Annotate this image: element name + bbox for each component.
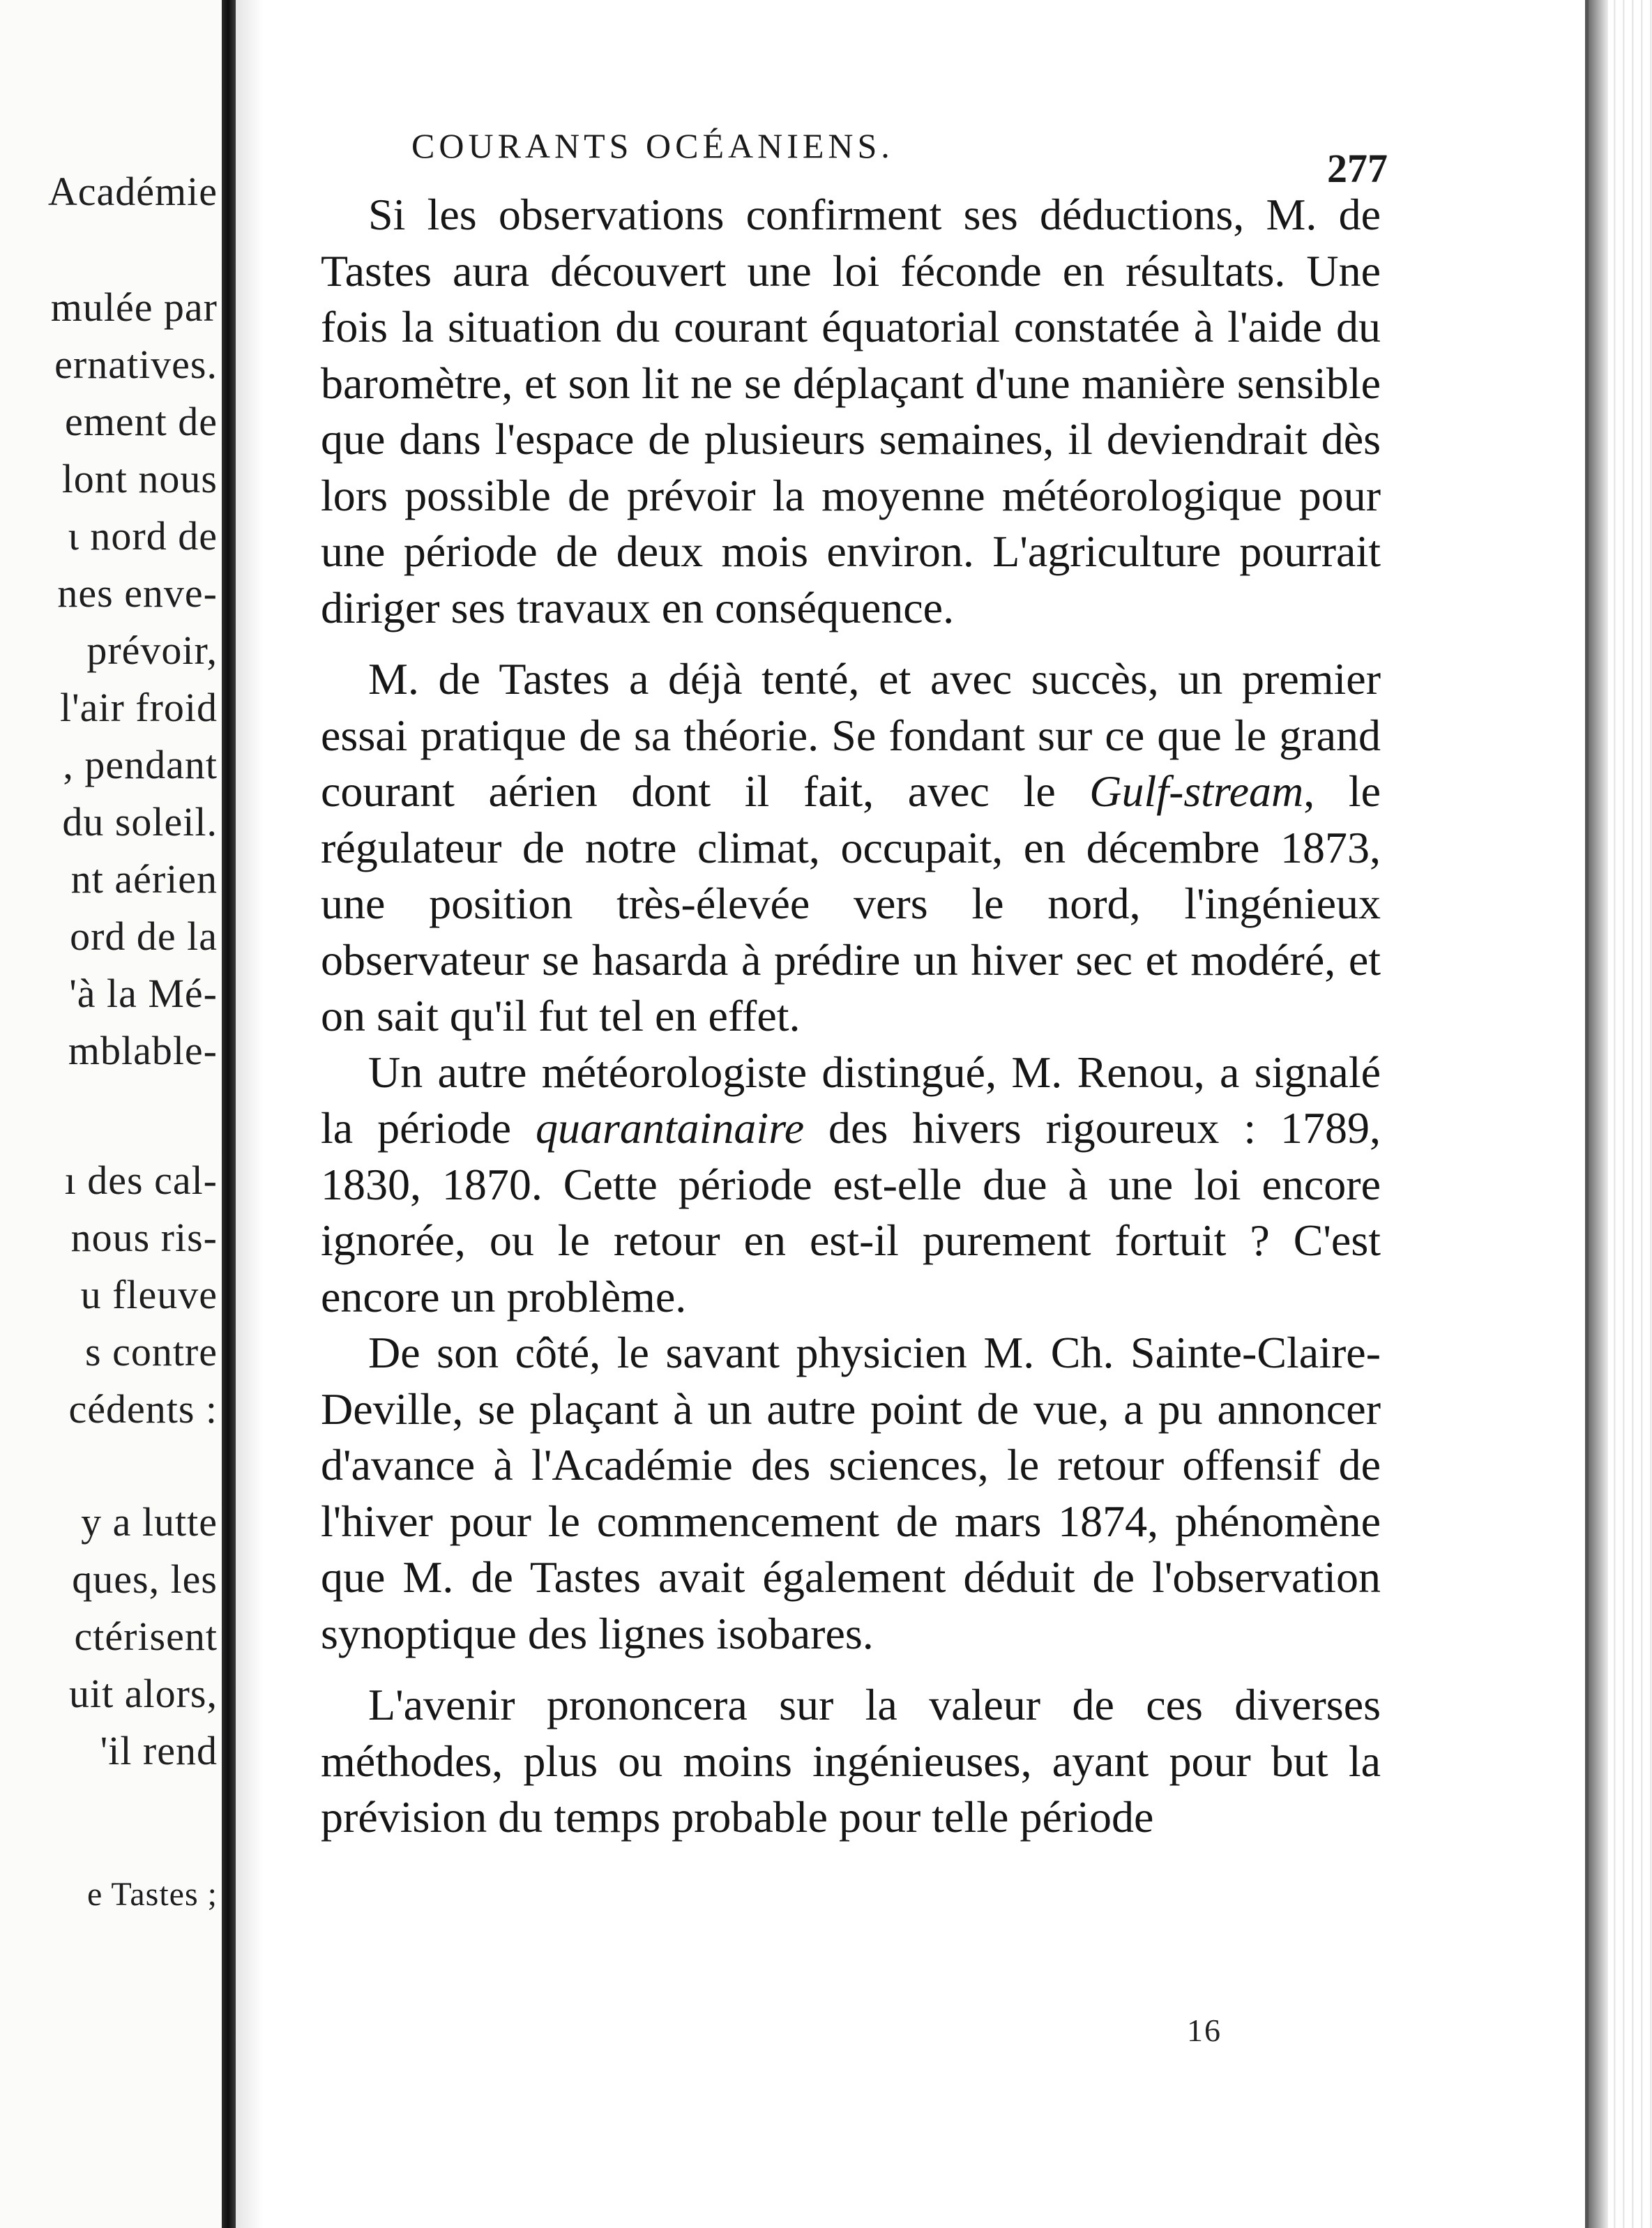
paragraph-gap xyxy=(321,636,1381,651)
left-page-line: 'à la Mé- xyxy=(69,971,218,1016)
body-text xyxy=(321,187,1381,1846)
left-page-line: ernatives. xyxy=(54,342,218,387)
paragraph-1: Si les observations confirment ses déductions, M. de Tastes aura découvert une loi féconde en résultats. Une fois la situation du courant équatorial constatée à l'aide du baromètre, et son lit ne se déplaçant d'une manière sensible que dans l'espace de plusieurs semaines, il deviendrait dès lors possible de prévoir la moyenne météorologique pour une période de deux mois environ. L'agriculture pourrait diriger ses travaux en conséquence. xyxy=(321,190,1381,632)
left-page-line: du soleil. xyxy=(62,799,218,844)
running-head: COURANTS OCÉANIENS. xyxy=(411,126,894,165)
page-number: 277 xyxy=(1327,146,1388,191)
left-page-line: ı des cal- xyxy=(64,1158,218,1203)
paragraph-2-text-end: , le régulateur de notre climat, occupait, en décembre 1873, une position très-élevée vers le nord, l'ingénieux observateur se hasarda à prédire un hiver sec et modéré, et on sait qu'il fut tel en effet. xyxy=(321,766,1381,1040)
book-gutter xyxy=(222,0,236,2228)
left-page-line: nous ris- xyxy=(70,1215,218,1260)
left-page-line: u fleuve xyxy=(80,1272,218,1317)
paragraph-4: De son côté, le savant physicien M. Ch. Sainte-Claire-Deville, se plaçant à un autre point de vue, a pu annoncer d'avance à l'Académie des sciences, le retour offensif de l'hiver pour le commencement de mars 1874, phénomène que M. de Tastes avait également déduit de l'observation synoptique des lignes isobares. xyxy=(321,1328,1381,1658)
left-page-line: lont nous xyxy=(61,456,218,501)
left-facing-page xyxy=(0,0,222,2228)
paragraph-2-text: M. de Tastes a déjà tenté, et avec succès, un premier essai pratique de sa théorie. Se fondant sur ce que le grand courant aérien dont il fait, avec le xyxy=(321,654,1381,816)
paragraph-5: L'avenir prononcera sur la valeur de ces diverses méthodes, plus ou moins ingénieuses, ayant pour but la prévision du temps probable pour telle période xyxy=(321,1680,1381,1842)
left-page-line: prévoir, xyxy=(86,628,218,673)
left-page-line: e Tastes ; xyxy=(86,1876,218,1913)
left-page-line: uit alors, xyxy=(69,1671,218,1716)
paragraph-3 xyxy=(321,1045,1381,1326)
left-page-line: ement de xyxy=(65,399,218,444)
quarantainaire-term: quarantainaire xyxy=(535,1103,805,1153)
left-page-line: s contre xyxy=(85,1329,218,1374)
gutter-shadow xyxy=(236,0,264,2228)
paragraph-2 xyxy=(321,651,1381,1045)
signature-mark: 16 xyxy=(1187,2013,1222,2048)
left-page-line: cédents : xyxy=(68,1386,218,1432)
left-page-line: , pendant xyxy=(63,742,218,787)
left-page-line: mblable- xyxy=(68,1028,218,1073)
left-page-line: 'il rend xyxy=(100,1728,218,1773)
left-page-line: ι nord de xyxy=(68,513,218,559)
left-page-line: Académie xyxy=(47,169,218,214)
paragraph-gap xyxy=(321,1662,1381,1677)
paragraph-3-text: Un autre météorologiste distingué, M. Renou, a signalé la période xyxy=(321,1047,1381,1153)
left-page-line: ctérisent xyxy=(74,1614,218,1659)
page-edge xyxy=(1585,0,1652,2228)
left-page-line: nes enve- xyxy=(57,570,218,616)
page-edge-shadow xyxy=(1589,0,1608,2228)
left-page-line: ord de la xyxy=(70,914,218,959)
gulf-stream-term: Gulf-stream xyxy=(1089,766,1304,816)
left-page-line: ques, les xyxy=(72,1556,218,1602)
left-page-line: l'air froid xyxy=(60,685,218,730)
paragraph-3-text-end: des hivers rigoureux : 1789, 1830, 1870. Cette période est-elle due à une loi encore ignorée, ou le retour en est-il purement fortuit ? C'est encore un problème. xyxy=(321,1103,1381,1321)
left-page-line: y a lutte xyxy=(81,1499,218,1545)
left-page-line: mulée par xyxy=(50,285,218,330)
left-page-line: nt aérien xyxy=(70,856,218,902)
